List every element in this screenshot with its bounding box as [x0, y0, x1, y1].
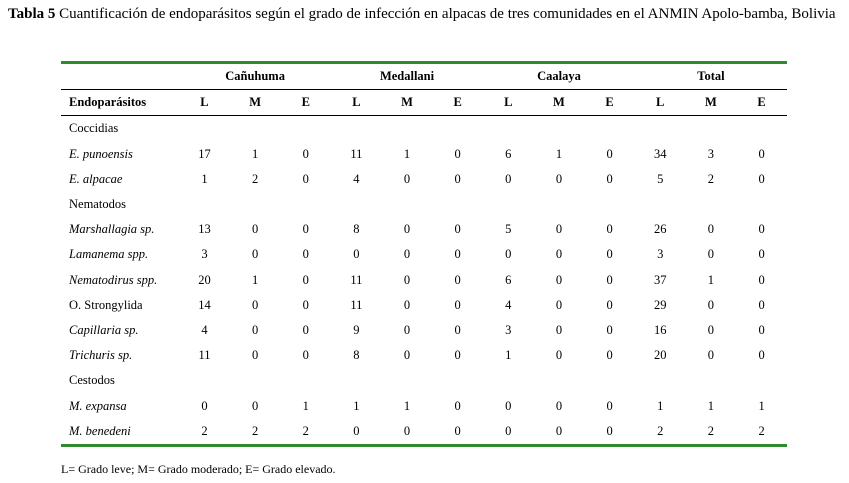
- count-cell: 0: [251, 247, 259, 262]
- count-cell: 0: [606, 171, 613, 186]
- category-filler: [179, 368, 787, 393]
- count-cell: 1: [353, 398, 360, 413]
- count-cell: 6: [505, 146, 512, 161]
- table-footnote: L= Grado leve; M= Grado moderado; E= Grado elevado.: [61, 462, 336, 476]
- table-row: [61, 142, 787, 167]
- count-cell: 3: [707, 146, 714, 161]
- count-cell: 0: [707, 247, 714, 262]
- count-cell: 2: [251, 423, 259, 438]
- count-cell: 37: [653, 272, 667, 287]
- parasite-name: Nematodirus spp.: [69, 272, 158, 287]
- count-cell: 20: [198, 272, 211, 287]
- count-cell: 2: [657, 423, 664, 438]
- parasite-name: M. expansa: [69, 398, 127, 413]
- count-cell: 0: [555, 423, 563, 438]
- caption-label: Tabla 5: [8, 6, 56, 22]
- count-cell: 0: [454, 398, 461, 413]
- group-header: Caalaya: [483, 64, 635, 90]
- count-cell: 8: [353, 222, 360, 237]
- table-row: [61, 242, 787, 267]
- count-cell: 4: [353, 171, 360, 186]
- count-cell: 2: [707, 171, 714, 186]
- group-header-row: [61, 64, 787, 90]
- table-row: [61, 268, 787, 293]
- count-cell: 0: [606, 297, 613, 312]
- count-cell: 0: [758, 146, 765, 161]
- count-cell: 8: [353, 348, 360, 363]
- count-cell: 11: [350, 297, 363, 312]
- count-cell: 16: [653, 323, 667, 338]
- count-cell: 0: [758, 171, 765, 186]
- group-header: Medallani: [331, 64, 483, 90]
- subcolumn-header: L: [352, 95, 361, 110]
- table-row: [61, 217, 787, 242]
- count-cell: 26: [653, 222, 667, 237]
- count-cell: 0: [201, 398, 208, 413]
- count-cell: 5: [505, 222, 512, 237]
- table-row: [61, 293, 787, 318]
- count-cell: 0: [454, 222, 461, 237]
- table-body: [61, 116, 787, 444]
- category-label: Coccidias: [61, 116, 179, 142]
- count-cell: 17: [198, 146, 211, 161]
- count-cell: 0: [606, 348, 613, 363]
- count-cell: 2: [758, 423, 765, 438]
- count-cell: 0: [302, 323, 309, 338]
- count-cell: 0: [707, 348, 714, 363]
- count-cell: 0: [403, 423, 411, 438]
- count-cell: 0: [302, 222, 309, 237]
- header-spacer: [61, 64, 179, 90]
- count-cell: 0: [403, 171, 411, 186]
- category-filler: [179, 192, 787, 217]
- row-header: Endoparásitos: [69, 95, 147, 110]
- count-cell: 0: [251, 323, 259, 338]
- count-cell: 0: [606, 146, 613, 161]
- count-cell: 0: [403, 323, 411, 338]
- count-cell: 0: [251, 297, 259, 312]
- count-cell: 0: [302, 348, 309, 363]
- category-row: [61, 192, 787, 217]
- subcolumn-header: M: [553, 95, 565, 110]
- count-cell: 0: [555, 171, 563, 186]
- count-cell: 0: [302, 247, 309, 262]
- count-cell: 0: [707, 222, 714, 237]
- count-cell: 0: [454, 348, 461, 363]
- table-row: [61, 343, 787, 368]
- count-cell: 0: [758, 222, 765, 237]
- count-cell: 0: [302, 297, 309, 312]
- endoparasite-table: [61, 61, 787, 447]
- table-row: [61, 167, 787, 192]
- count-cell: 1: [505, 348, 512, 363]
- subcolumn-header: E: [453, 95, 462, 110]
- category-filler: [179, 116, 787, 142]
- subcolumn-header: L: [200, 95, 209, 110]
- count-cell: 34: [653, 146, 667, 161]
- count-cell: 0: [758, 297, 765, 312]
- parasite-name: E. punoensis: [69, 146, 133, 161]
- subcolumn-header: M: [249, 95, 261, 110]
- count-cell: 1: [555, 146, 563, 161]
- table-caption: [8, 5, 838, 24]
- count-cell: 0: [707, 297, 714, 312]
- subcolumn-header: L: [504, 95, 513, 110]
- count-cell: 0: [454, 297, 461, 312]
- count-cell: 2: [201, 423, 208, 438]
- count-cell: 0: [606, 272, 613, 287]
- count-cell: 0: [403, 297, 411, 312]
- count-cell: 0: [606, 423, 613, 438]
- count-cell: 0: [302, 171, 309, 186]
- group-header: Total: [635, 64, 787, 90]
- count-cell: 0: [302, 146, 309, 161]
- data-table: [61, 64, 787, 444]
- count-cell: 0: [454, 247, 461, 262]
- count-cell: 0: [403, 222, 411, 237]
- parasite-name: Marshallagia sp.: [69, 222, 155, 237]
- count-cell: 0: [758, 247, 765, 262]
- parasite-name: Capillaria sp.: [69, 323, 139, 338]
- count-cell: 2: [251, 171, 259, 186]
- count-cell: 2: [707, 423, 714, 438]
- count-cell: 11: [350, 272, 363, 287]
- count-cell: 13: [198, 222, 211, 237]
- count-cell: 1: [657, 398, 664, 413]
- count-cell: 4: [505, 297, 512, 312]
- count-cell: 0: [251, 398, 259, 413]
- count-cell: 0: [454, 272, 461, 287]
- count-cell: 0: [555, 247, 563, 262]
- subcolumn-header-row: [61, 90, 787, 116]
- count-cell: 0: [454, 423, 461, 438]
- count-cell: 0: [403, 247, 411, 262]
- count-cell: 14: [198, 297, 211, 312]
- subcolumn-header: E: [757, 95, 766, 110]
- count-cell: 3: [657, 247, 664, 262]
- subcolumn-header: L: [656, 95, 665, 110]
- category-label: Nematodos: [69, 197, 126, 212]
- count-cell: 0: [606, 222, 613, 237]
- count-cell: 5: [657, 171, 664, 186]
- count-cell: 0: [555, 323, 563, 338]
- count-cell: 11: [350, 146, 363, 161]
- subcolumn-header: M: [401, 95, 413, 110]
- count-cell: 0: [454, 171, 461, 186]
- count-cell: 1: [707, 272, 714, 287]
- count-cell: 0: [505, 398, 512, 413]
- table-row: [61, 394, 787, 419]
- count-cell: 0: [606, 398, 613, 413]
- subcolumn-header: E: [301, 95, 310, 110]
- count-cell: 0: [555, 398, 563, 413]
- count-cell: 1: [302, 398, 309, 413]
- count-cell: 0: [454, 146, 461, 161]
- count-cell: 0: [555, 272, 563, 287]
- count-cell: 0: [555, 348, 563, 363]
- count-cell: 3: [505, 323, 512, 338]
- count-cell: 0: [403, 272, 411, 287]
- count-cell: 0: [505, 247, 512, 262]
- count-cell: 3: [201, 247, 208, 262]
- table-row: [61, 318, 787, 343]
- count-cell: 1: [403, 398, 411, 413]
- count-cell: 0: [454, 323, 461, 338]
- count-cell: 1: [707, 398, 714, 413]
- category-label: Cestodos: [69, 373, 115, 388]
- count-cell: 0: [606, 323, 613, 338]
- count-cell: 11: [198, 348, 211, 363]
- count-cell: 1: [758, 398, 765, 413]
- category-row: [61, 116, 787, 142]
- table-row: [61, 419, 787, 444]
- count-cell: 1: [403, 146, 411, 161]
- count-cell: 1: [251, 146, 259, 161]
- count-cell: 0: [707, 323, 714, 338]
- caption-text: Cuantificación de endoparásitos según el grado de infección en alpacas de tres comunidades en el ANMIN Apolo-bamba, Bolivia: [59, 6, 836, 22]
- count-cell: 9: [353, 323, 360, 338]
- parasite-name: Lamanema spp.: [69, 247, 149, 262]
- count-cell: 0: [758, 272, 765, 287]
- count-cell: 4: [201, 323, 208, 338]
- count-cell: 0: [251, 348, 259, 363]
- subcolumn-header: E: [605, 95, 614, 110]
- group-header: Cañuhuma: [179, 64, 331, 90]
- count-cell: 0: [505, 171, 512, 186]
- count-cell: 29: [653, 297, 667, 312]
- count-cell: 0: [758, 323, 765, 338]
- count-cell: 0: [555, 222, 563, 237]
- count-cell: 0: [353, 247, 360, 262]
- count-cell: 0: [505, 423, 512, 438]
- count-cell: 0: [555, 297, 563, 312]
- count-cell: 1: [251, 272, 259, 287]
- count-cell: 0: [758, 348, 765, 363]
- parasite-name: M. benedeni: [69, 423, 131, 438]
- parasite-name: O. Strongylida: [69, 297, 143, 312]
- count-cell: 0: [302, 272, 309, 287]
- count-cell: 0: [606, 247, 613, 262]
- count-cell: 20: [653, 348, 667, 363]
- count-cell: 6: [505, 272, 512, 287]
- category-row: [61, 368, 787, 393]
- count-cell: 1: [201, 171, 208, 186]
- count-cell: 0: [403, 348, 411, 363]
- bottom-rule: [61, 444, 787, 447]
- parasite-name: Trichuris sp.: [69, 348, 133, 363]
- count-cell: 2: [302, 423, 309, 438]
- count-cell: 0: [251, 222, 259, 237]
- parasite-name: E. alpacae: [69, 171, 123, 186]
- count-cell: 0: [353, 423, 360, 438]
- subcolumn-header: M: [704, 95, 717, 110]
